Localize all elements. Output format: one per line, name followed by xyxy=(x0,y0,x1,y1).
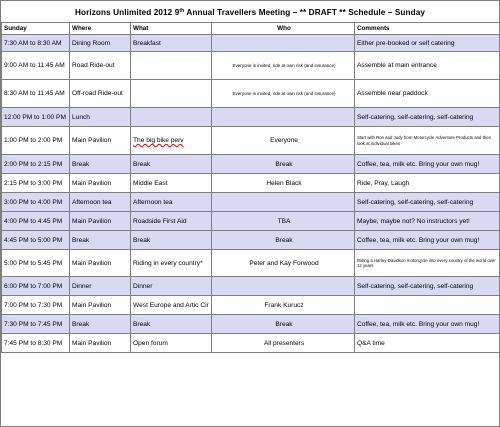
cell-where: Main Pavilion xyxy=(70,334,131,353)
cell-what: Open forum xyxy=(131,334,212,353)
cell-who xyxy=(212,108,355,127)
cell-what: Middle East xyxy=(131,174,212,193)
schedule-table xyxy=(1,22,500,353)
table-row xyxy=(2,296,500,315)
cell-what xyxy=(131,108,212,127)
cell-comments: Coffee, tea, milk etc. Bring your own mug! xyxy=(355,155,500,174)
cell-where: Main Pavilion xyxy=(70,296,131,315)
cell-time: 7:30 AM to 8:30 AM xyxy=(2,35,70,52)
cell-what: West Europe and Artic Cir xyxy=(131,296,212,315)
cell-comments: Assemble near paddock xyxy=(355,80,500,108)
table-row xyxy=(2,155,500,174)
table-row xyxy=(2,250,500,277)
cell-comments: Ride, Pray, Laugh xyxy=(355,174,500,193)
cell-who: Frank Kurucz xyxy=(212,296,355,315)
table-row xyxy=(2,334,500,353)
cell-comments: Maybe, maybe not? No instructors yet! xyxy=(355,212,500,231)
cell-who: Break xyxy=(212,231,355,250)
cell-where: Afternoon tea xyxy=(70,193,131,212)
cell-who: Break xyxy=(212,315,355,334)
cell-what: Break xyxy=(131,315,212,334)
cell-comments: Coffee, tea, milk etc. Bring your own mug! xyxy=(355,315,500,334)
cell-time: 1:00 PM to 2:00 PM xyxy=(2,127,70,155)
cell-time: 2:15 PM to 3:00 PM xyxy=(2,174,70,193)
cell-time: 7:00 PM to 7:30 PM xyxy=(2,296,70,315)
cell-what: Breakfast xyxy=(131,35,212,52)
cell-time: 9:00 AM to 11:45 AM xyxy=(2,52,70,80)
cell-where: Road Ride-out xyxy=(70,52,131,80)
table-row xyxy=(2,52,500,80)
table-row xyxy=(2,80,500,108)
table-row xyxy=(2,35,500,52)
cell-where: Main Pavilion xyxy=(70,250,131,277)
cell-time: 3:00 PM to 4:00 PM xyxy=(2,193,70,212)
cell-who: All presenters xyxy=(212,334,355,353)
table-row xyxy=(2,212,500,231)
cell-what xyxy=(131,80,212,108)
cell-who: Everyone is invited, ride at own risk (and insurance) xyxy=(212,52,355,80)
cell-what xyxy=(131,52,212,80)
cell-comments: Either pre-booked or self catering xyxy=(355,35,500,52)
cell-what: Riding in every country* xyxy=(131,250,212,277)
cell-who: Peter and Kay Forwood xyxy=(212,250,355,277)
cell-time: 7:45 PM to 8:30 PM xyxy=(2,334,70,353)
cell-who: Break xyxy=(212,155,355,174)
cell-where: Lunch xyxy=(70,108,131,127)
cell-where: Break xyxy=(70,315,131,334)
header-row xyxy=(2,23,500,35)
cell-who: Everyone xyxy=(212,127,355,155)
cell-time: 5:00 PM to 5:45 PM xyxy=(2,250,70,277)
cell-where: Break xyxy=(70,231,131,250)
header-comments: Comments xyxy=(355,23,500,35)
cell-who: TBA xyxy=(212,212,355,231)
cell-time: 8:30 AM to 11:45 AM xyxy=(2,80,70,108)
table-row xyxy=(2,127,500,155)
cell-what: Afternoon tea xyxy=(131,193,212,212)
cell-time: 7:30 PM to 7:45 PM xyxy=(2,315,70,334)
cell-what: Roadside First Aid xyxy=(131,212,212,231)
cell-what: Break xyxy=(131,155,212,174)
header-who: Who xyxy=(212,23,355,35)
cell-where: Main Pavilion xyxy=(70,212,131,231)
cell-comments: Assemble at main entrance xyxy=(355,52,500,80)
cell-who: Everyone is invited, ride at own risk (and insurance) xyxy=(212,80,355,108)
cell-time: 6:00 PM to 7:00 PM xyxy=(2,277,70,296)
table-row xyxy=(2,108,500,127)
cell-comments: Coffee, tea, milk etc. Bring your own mug! xyxy=(355,231,500,250)
cell-who xyxy=(212,277,355,296)
cell-time: 2:00 PM to 2:15 PM xyxy=(2,155,70,174)
cell-where: Main Pavilion xyxy=(70,127,131,155)
cell-comments: Start with Ron and Judy from Motorcycle Adventure Products and then look at individual bikes xyxy=(355,127,500,155)
table-row xyxy=(2,174,500,193)
header-sunday: Sunday xyxy=(2,23,70,35)
cell-where: Dining Room xyxy=(70,35,131,52)
cell-comments: Q&A time xyxy=(355,334,500,353)
cell-where: Dinner xyxy=(70,277,131,296)
cell-time: 4:45 PM to 5:00 PM xyxy=(2,231,70,250)
table-row xyxy=(2,315,500,334)
cell-what: Break xyxy=(131,231,212,250)
cell-time: 4:00 PM to 4:45 PM xyxy=(2,212,70,231)
cell-what xyxy=(131,127,212,155)
spellcheck-underlined-text: The big bike perv xyxy=(133,137,184,144)
cell-who: Helen Black xyxy=(212,174,355,193)
table-row xyxy=(2,231,500,250)
schedule-title: Horizons Unlimited 2012 9th Annual Travellers Meeting – ** DRAFT ** Schedule – Sunday xyxy=(74,8,426,17)
table-row xyxy=(2,277,500,296)
cell-where: Main Pavilion xyxy=(70,174,131,193)
cell-what: Dinner xyxy=(131,277,212,296)
cell-who xyxy=(212,35,355,52)
cell-time: 12:00 PM to 1:00 PM xyxy=(2,108,70,127)
cell-where: Off-road Ride-out xyxy=(70,80,131,108)
cell-comments: Self-catering, self-catering, self-catering xyxy=(355,108,500,127)
schedule-rows xyxy=(2,35,500,353)
cell-comments: Riding a Harley-Davidson motorcycle into every country of the world over 12 years xyxy=(355,250,500,277)
cell-comments: Self-catering, self-catering, self-catering xyxy=(355,193,500,212)
table-row xyxy=(2,193,500,212)
cell-where: Break xyxy=(70,155,131,174)
cell-who xyxy=(212,193,355,212)
header-where: Where xyxy=(70,23,131,35)
header-what: What xyxy=(131,23,212,35)
cell-comments: Self-catering, self-catering, self-catering xyxy=(355,277,500,296)
cell-comments xyxy=(355,296,500,315)
